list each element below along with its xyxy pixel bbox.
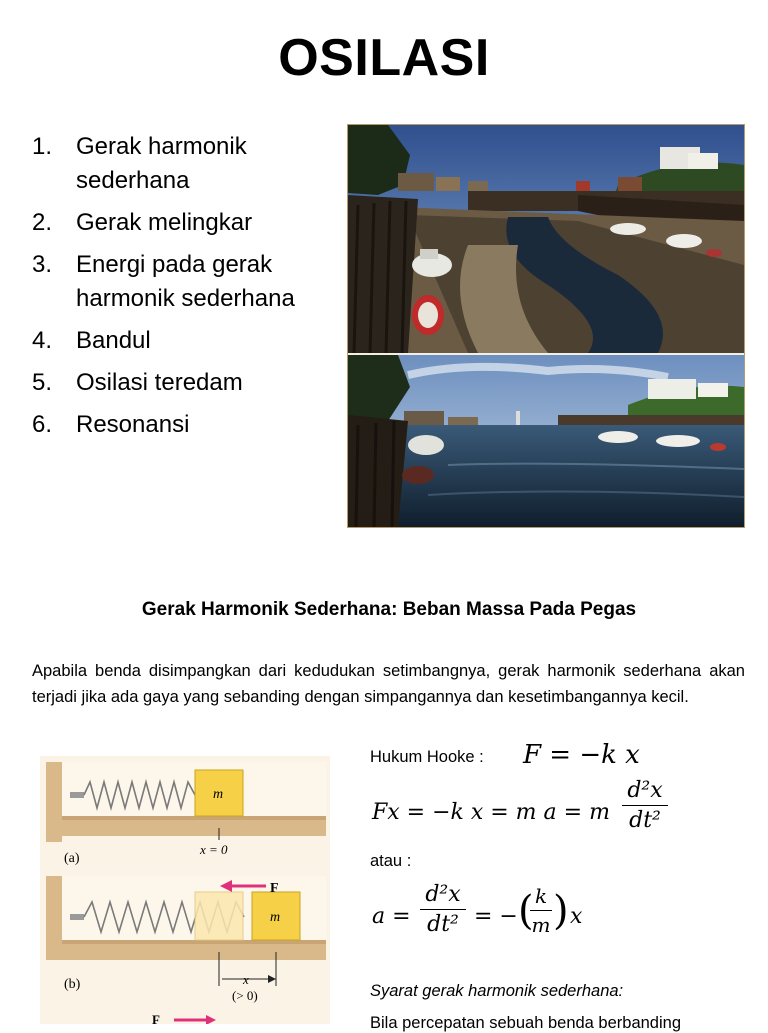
topic-label: Resonansi <box>76 411 190 438</box>
newton-denominator: dt² <box>629 808 661 833</box>
topic-number: 5. <box>32 369 53 396</box>
page-title: OSILASI <box>278 29 490 87</box>
topic-label: Gerak melingkar <box>76 209 253 236</box>
mass-label: m <box>213 787 224 802</box>
atau-label: atau : <box>370 852 412 870</box>
x-zero-label: x = 0 <box>200 842 228 857</box>
newton-equation-lhs: Fx = −k x = m a = m <box>372 800 610 825</box>
topic-number: 4. <box>32 327 53 354</box>
topic-label: Osilasi teredam <box>76 369 243 396</box>
topic-number: 6. <box>32 411 53 438</box>
x-positive-label: (> 0) <box>232 988 258 1003</box>
accel-middle: = − <box>474 904 518 929</box>
syarat-heading: Syarat gerak harmonik sederhana: <box>370 982 624 1000</box>
topic-item <box>32 366 342 400</box>
accel-numerator: d²x <box>425 882 461 907</box>
k-symbol: k <box>534 884 548 908</box>
mass-label: m <box>270 910 281 925</box>
left-paren: ( <box>518 888 534 934</box>
right-paren: ) <box>553 888 569 934</box>
topic-label: Gerak harmonik sederhana <box>76 133 247 194</box>
m-symbol: m <box>531 913 551 937</box>
newton-fraction <box>622 778 668 833</box>
topic-number: 2. <box>32 209 53 236</box>
hooke-equation: F = −k x <box>523 740 640 770</box>
topic-item <box>32 130 342 198</box>
x-symbol: x <box>570 904 583 929</box>
topic-label: Bandul <box>76 327 151 354</box>
topic-item <box>32 206 342 240</box>
topic-number: 1. <box>32 133 53 160</box>
panel-b-label: (b) <box>64 977 81 992</box>
topic-item <box>32 408 342 442</box>
x-label: x <box>243 972 249 987</box>
topic-list <box>32 130 342 450</box>
topic-number: 3. <box>32 251 53 278</box>
force-label: F <box>270 881 279 896</box>
topic-item <box>32 324 342 358</box>
accel-denominator: dt² <box>427 912 459 937</box>
accel-lhs: a = <box>372 904 411 929</box>
panel-a-label: (a) <box>64 851 80 866</box>
harbor-tide-photo <box>347 124 745 528</box>
svg-text:F: F <box>152 1012 160 1024</box>
newton-numerator: d²x <box>627 778 663 803</box>
topic-label: Energi pada gerak harmonik sederhana <box>76 251 295 312</box>
k-over-m-fraction <box>530 884 552 937</box>
cutoff-text: Bila percepatan sebuah benda berbanding <box>370 1014 682 1032</box>
intro-paragraph: Apabila benda disimpangkan dari kedudukan setimbangnya, gerak harmonik sederhana akan terjadi jika ada gaya yang sebanding dengan simpangannya dan kesetimbangannya kecil. <box>32 662 745 706</box>
topic-item <box>32 248 342 316</box>
spring-mass-figure <box>40 756 340 1024</box>
section-heading: Gerak Harmonik Sederhana: Beban Massa Pada Pegas <box>141 599 637 620</box>
accel-fraction <box>420 882 466 937</box>
hooke-label: Hukum Hooke : <box>370 748 484 766</box>
